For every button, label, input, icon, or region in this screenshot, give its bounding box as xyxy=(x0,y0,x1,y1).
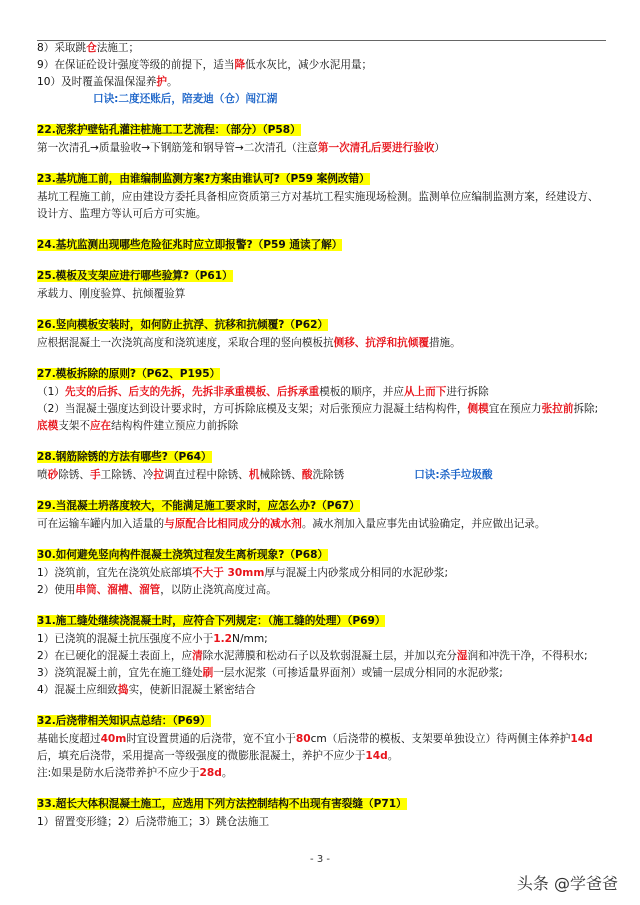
section-32-note: 注:如果是防水后浇带养护不应少于28d。 xyxy=(37,767,233,779)
section-29-body: 可在运输车罐内加入适量的与原配合比相同成分的减水剂。减水剂加入量应事先由试验确定，并应做出记录。 xyxy=(37,518,546,530)
section-28-mnemonic: 口诀:杀手垃圾酸 xyxy=(414,469,493,481)
section-30 xyxy=(37,547,606,599)
section-26 xyxy=(37,317,606,352)
section-31 xyxy=(37,613,606,699)
section-27-line-2: （2）当混凝土强度达到设计要求时，方可拆除底模及支架；对后张预应力混凝土结构构件，侧模宜在预应力张拉前拆除;底模支架不应在结构构件建立预应力前拆除 xyxy=(37,403,599,432)
section-29-title: 29.当混凝土坍落度较大，不能满足施工要求时，应怎么办?（P67） xyxy=(37,500,360,512)
section-26-body: 应根据混凝土一次浇筑高度和浇筑速度，采取合理的竖向模板抗侧移、抗浮和抗倾覆措施。 xyxy=(37,337,461,349)
document-body xyxy=(37,40,606,831)
intro-line-9: 9）在保证砼设计强度等级的前提下，适当降低水灰比，减少水泥用量； xyxy=(37,59,373,71)
section-26-title: 26.竖向模板安装时，如何防止抗浮、抗移和抗倾覆?（P62） xyxy=(37,319,329,331)
section-31-title: 31.施工缝处继续浇混凝土时，应符合下列规定：（施工缝的处理）（P69） xyxy=(37,615,386,627)
watermark-text: 头条 @学爸爸 xyxy=(516,874,618,893)
intro-line-8: 8）采取跳仓法施工； xyxy=(37,42,140,54)
intro-line-10: 10）及时覆盖保温保湿养护。 xyxy=(37,76,178,88)
section-33 xyxy=(37,796,606,831)
section-32-para: 基础长度超过40m时宜设置贯通的后浇带，宽不宜小于80cm（后浇带的模板、支架要单独设立）待两侧主体养护14d后，填充后浇带，采用提高一等级强度的微膨胀混凝土，养护不应少于14d。 xyxy=(37,733,593,762)
page-number: - 3 - xyxy=(310,854,330,865)
section-23 xyxy=(37,171,606,223)
watermark xyxy=(517,871,618,894)
section-25 xyxy=(37,268,606,303)
section-28 xyxy=(37,449,606,484)
section-33-body: 1）留置变形缝；2）后浇带施工；3）跳仓法施工 xyxy=(37,816,270,828)
section-30-title: 30.如何避免竖向构件混凝土浇筑过程发生离析现象?（P68） xyxy=(37,549,329,561)
section-27 xyxy=(37,366,606,435)
section-23-title: 23.基坑施工前，由谁编制监测方案?方案由谁认可?（P59 案例改错） xyxy=(37,173,370,185)
section-31-line-2: 2）在已硬化的混凝土表面上，应清除水泥薄膜和松动石子以及软弱混凝土层，并加以充分湿润和冲洗干净，不得积水; xyxy=(37,650,588,662)
section-32-title: 32.后浇带相关知识点总结：（P69） xyxy=(37,715,211,727)
section-32 xyxy=(37,713,606,782)
section-31-line-1: 1）已浇筑的混凝土抗压强度不应小于1.2N/mm; xyxy=(37,633,268,645)
section-24-title: 24.基坑监测出现哪些危险征兆时应立即报警?（P59 通读了解） xyxy=(37,239,343,251)
intro-mnemonic: 口诀:二度还账后，陪麦迪（仓）闯江湖 xyxy=(93,93,278,105)
section-29 xyxy=(37,498,606,533)
section-22-title: 22.泥浆护壁钻孔灌注桩施工工艺流程：（部分）（P58） xyxy=(37,124,301,136)
section-31-line-4: 4）混凝土应细致捣实，使新旧混凝土紧密结合 xyxy=(37,684,256,696)
section-28-body: 喷砂除锈、手工除锈、冷拉调直过程中除锈、机械除锈、酸洗除锈 口诀:杀手垃圾酸 xyxy=(37,469,493,481)
section-27-title: 27.模板拆除的原则?（P62、P195） xyxy=(37,368,221,380)
section-23-body: 基坑工程施工前，应由建设方委托具备相应资质第三方对基坑工程实施现场检测。监测单位应编制监测方案，经建设方、设计方、监理方等认可后方可实施。 xyxy=(37,191,599,220)
section-33-title: 33.超长大体积混凝土施工，应选用下列方法控制结构不出现有害裂缝（P71） xyxy=(37,798,407,810)
section-22-body: 第一次清孔→质量验收→下钢筋笼和钢导管→二次清孔（注意第一次清孔后要进行验收） xyxy=(37,142,446,154)
section-30-line-2: 2）使用串筒、溜槽、溜管，以防止浇筑高度过高。 xyxy=(37,584,277,596)
section-25-title: 25.模板及支架应进行哪些验算?（P61） xyxy=(37,270,233,282)
section-22 xyxy=(37,122,606,157)
section-28-title: 28.钢筋除锈的方法有哪些?（P64） xyxy=(37,451,212,463)
intro-block xyxy=(37,40,606,108)
section-24 xyxy=(37,237,606,254)
section-25-body: 承载力、刚度验算、抗倾覆验算 xyxy=(37,288,186,300)
section-31-line-3: 3）浇筑混凝土前，宜先在施工缝处刷一层水泥浆（可掺适量界面剂）或铺一层成分相同的水泥砂浆; xyxy=(37,667,503,679)
section-27-line-1: （1）先支的后拆、后支的先拆，先拆非承重模板、后拆承重模板的顺序，并应从上而下进行拆除 xyxy=(37,386,489,398)
section-30-line-1: 1）浇筑前，宜先在浇筑处底部填不大于 30mm厚与混凝土内砂浆成分相同的水泥砂浆; xyxy=(37,567,449,579)
